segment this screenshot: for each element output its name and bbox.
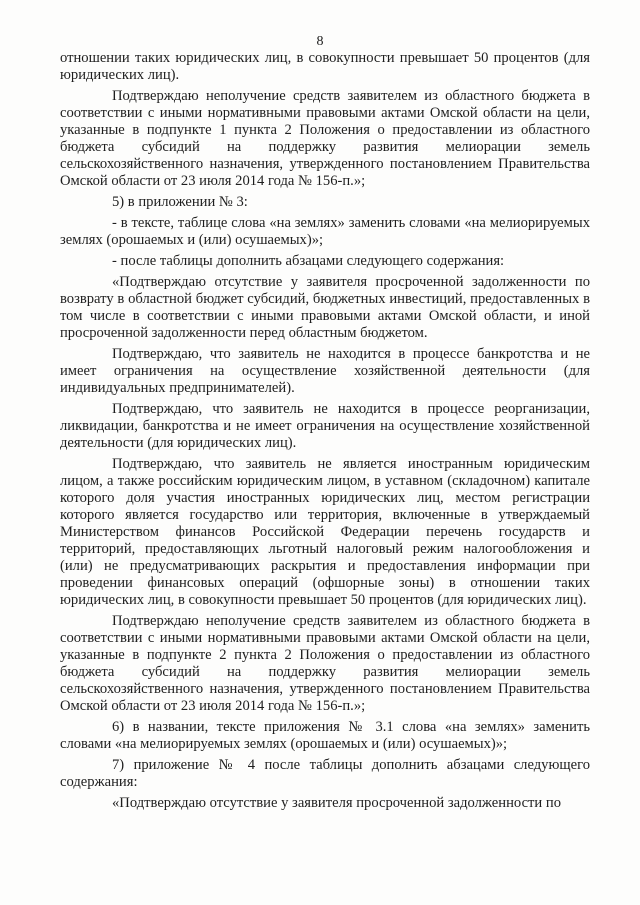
paragraph: «Подтверждаю отсутствие у заявителя просроченной задолженности по <box>112 795 561 811</box>
paragraph: - в тексте, таблице слова «на землях» заменить словами «на мелиорируемых землях (орошаемых и (или) осушаемых)»; <box>60 215 590 248</box>
paragraph: 6) в названии, тексте приложения № 3.1 слова «на землях» заменить словами «на мелиорируемых землях (орошаемых и (или) осушаемых)»; <box>60 719 590 752</box>
paragraph: Подтверждаю, что заявитель не находится в процессе банкротства и не имеет ограничения на осуществление хозяйственной деятельности (для индивидуальных предпринимателей). <box>60 346 590 396</box>
paragraph: отношении таких юридических лиц, в совокупности превышает 50 процентов (для юридических лиц). <box>60 50 590 83</box>
paragraph: Подтверждаю неполучение средств заявителем из областного бюджета в соответствии с иными нормативными правовыми актами Омской области на цели, указанные в подпункте 2 пункта 2 Положения о предоставлении из областного бюджета субсидий на поддержку развития мелиорации земель сельскохозяйственного назначения, утвержденного постановлением Правительства Омской области от 23 июля 2014 года № 156-п.»; <box>60 613 590 714</box>
document-body <box>60 50 590 816</box>
paragraph: «Подтверждаю отсутствие у заявителя просроченной задолженности по возврату в областной бюджет субсидий, бюджетных инвестиций, предоставленных в том числе в соответствии с иными правовыми актами Омской области, и иной просроченной задолженности перед областным бюджетом. <box>60 274 590 341</box>
paragraph: 7) приложение № 4 после таблицы дополнить абзацами следующего содержания: <box>60 757 590 790</box>
page-number: 8 <box>316 34 324 49</box>
paragraph: - после таблицы дополнить абзацами следующего содержания: <box>112 253 505 269</box>
paragraph: 5) в приложении № 3: <box>112 194 248 210</box>
paragraph: Подтверждаю, что заявитель не находится в процессе реорганизации, ликвидации, банкротства и не имеет ограничения на осуществление хозяйственной деятельности (для юридических лиц). <box>60 401 590 451</box>
paragraph: Подтверждаю, что заявитель не является иностранным юридическим лицом, а также российским юридическим лицом, в уставном (складочном) капитале которого доля участия иностранных юридических лиц, местом регистрации которого является государство или территория, включенные в утверждаемый Министерством финансов Российской Федерации перечень государств и территорий, предоставляющих льготный налоговый режим налогообложения и (или) не предусматривающих раскрытия и предоставления информации при проведении финансовых операций (офшорные зоны) в отношении таких юридических лиц, в совокупности превышает 50 процентов (для юридических лиц). <box>60 456 590 608</box>
paragraph: Подтверждаю неполучение средств заявителем из областного бюджета в соответствии с иными нормативными правовыми актами Омской области на цели, указанные в подпункте 1 пункта 2 Положения о предоставлении из областного бюджета субсидий на поддержку развития мелиорации земель сельскохозяйственного назначения, утвержденного постановлением Правительства Омской области от 23 июля 2014 года № 156-п.»; <box>60 88 590 189</box>
